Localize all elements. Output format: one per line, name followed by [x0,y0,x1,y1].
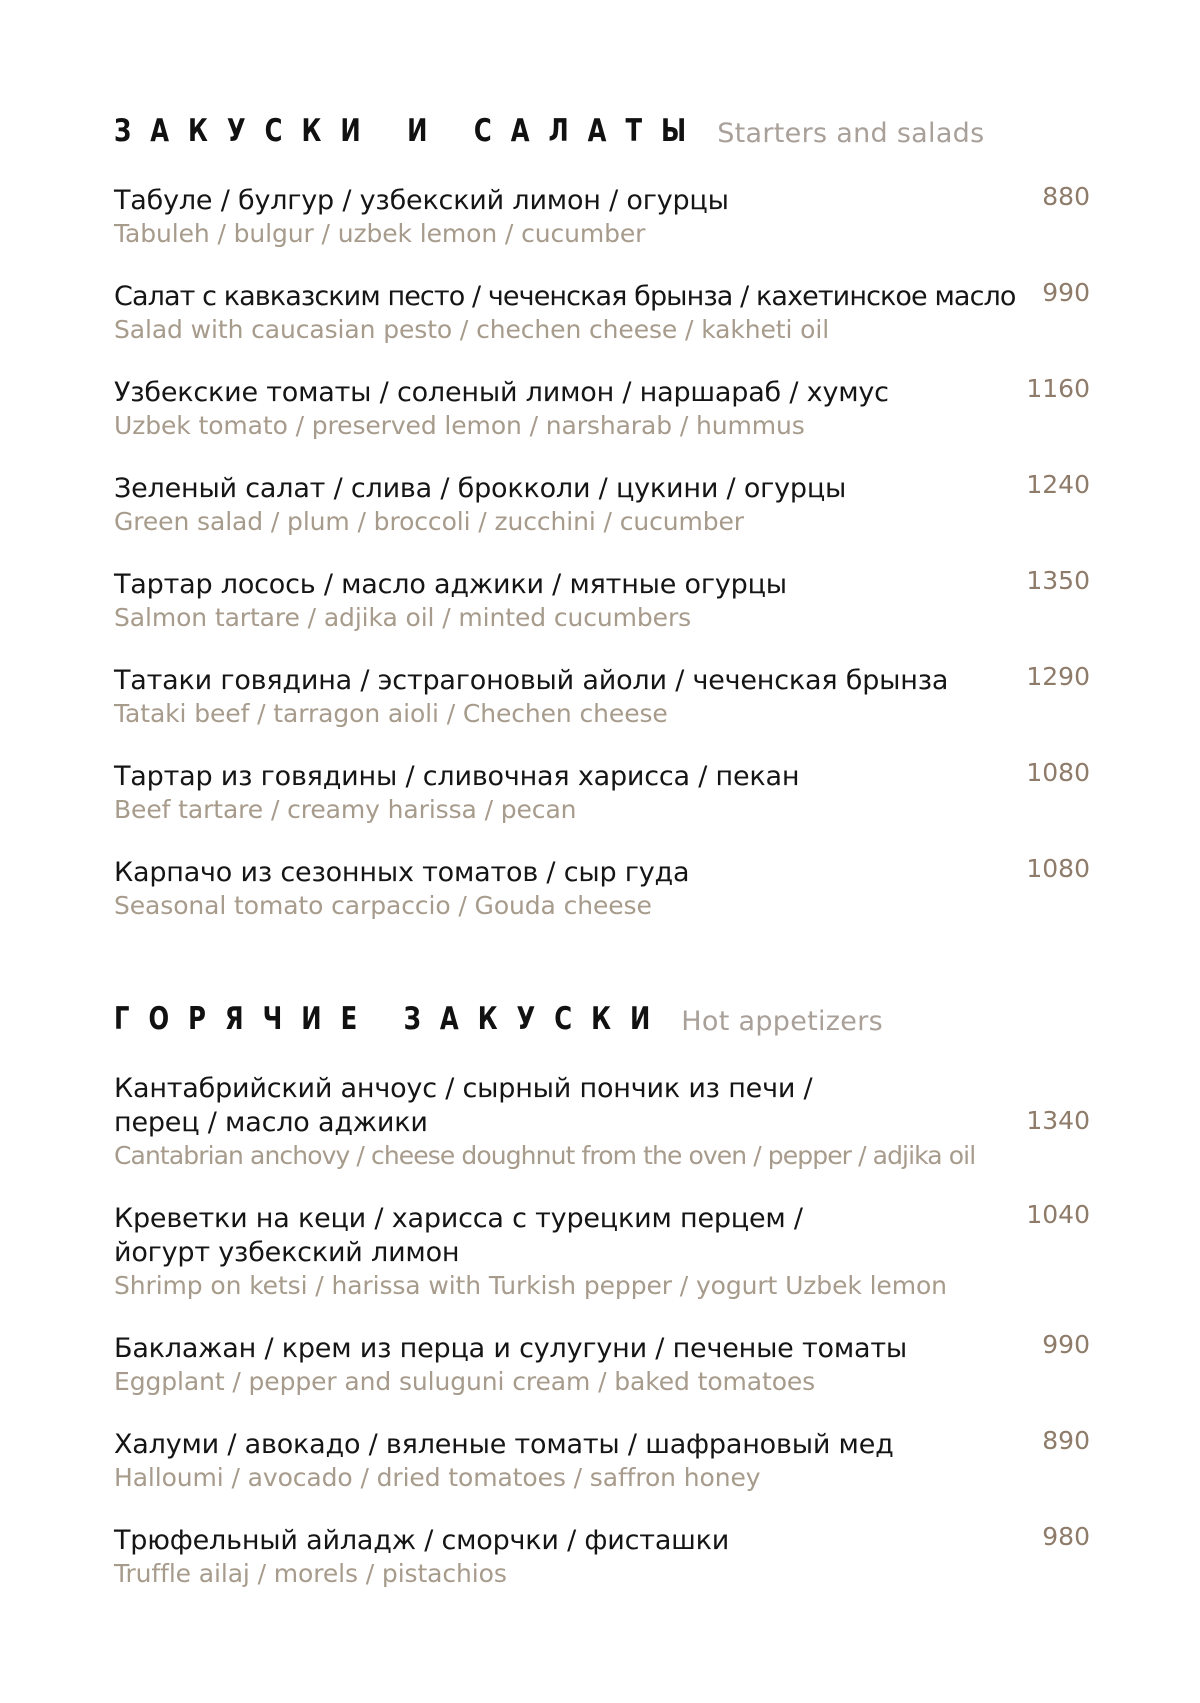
menu-item-name-en: Uzbek tomato / preserved lemon / narsharab / hummus [114,411,805,440]
menu-item [114,664,1090,760]
menu-item-name-ru: Тартар лосось / масло аджики / мятные огурцы [114,569,787,600]
menu-item-name-ru: Салат с кавказским песто / чеченская брынза / кахетинское масло [114,281,1016,312]
menu-item [114,568,1090,664]
menu-item-name-en: Shrimp on ketsi / harissa with Turkish pepper / yogurt Uzbek lemon [114,1271,947,1300]
section-title-en: Starters and salads [717,118,985,149]
section-starters-and-salads [114,113,1090,952]
menu-item-price: 990 [1042,278,1090,307]
menu-item [114,1072,1090,1202]
menu-item [114,1332,1090,1428]
menu-item-name-ru-line1: Кантабрийский анчоус / сырный пончик из печи / [114,1073,813,1104]
menu-item-description [114,664,1014,730]
menu-item-name-ru: Халуми / авокадо / вяленые томаты / шафрановый мед [114,1429,894,1460]
menu-item [114,184,1090,280]
menu-item-name-en: Tabuleh / bulgur / uzbek lemon / cucumber [114,219,646,248]
menu-item-description [114,472,1014,538]
menu-item-name-en: Green salad / plum / broccoli / zucchini / cucumber [114,507,744,536]
section-title-en: Hot appetizers [681,1006,883,1037]
menu-item-description [114,760,1014,826]
menu-item-name-ru: Узбекские томаты / соленый лимон / наршараб / хумус [114,377,889,408]
menu-item-price: 880 [1042,182,1090,211]
section-hot-appetizers [114,1001,1090,1620]
menu-items-list [114,184,1090,952]
menu-item-name-en: Salmon tartare / adjika oil / minted cucumbers [114,603,692,632]
menu-item-price: 1340 [1026,1106,1090,1135]
menu-item-description [114,1072,1014,1172]
menu-item [114,1202,1090,1332]
menu-item-name-ru: Зеленый салат / слива / брокколи / цукини / огурцы [114,473,847,504]
menu-items-list [114,1072,1090,1620]
menu-item [114,376,1090,472]
menu-item-name-ru-line2: йогурт узбекский лимон [114,1237,460,1268]
menu-item-description [114,1202,1014,1302]
menu-item-name-en: Halloumi / avocado / dried tomatoes / saffron honey [114,1463,761,1492]
menu-item [114,1524,1090,1620]
menu-item-price: 1350 [1026,566,1090,595]
menu-item-name-ru: Трюфельный айладж / сморчки / фисташки [114,1525,730,1556]
menu-item-name-en: Eggplant / pepper and suluguni cream / baked tomatoes [114,1367,816,1396]
menu-item-price: 1040 [1026,1200,1090,1229]
section-title-ru: ГОРЯЧИЕ ЗАКУСКИ [114,1001,670,1037]
menu-item-price: 1080 [1026,854,1090,883]
section-title-ru: ЗАКУСКИ И САЛАТЫ [114,113,706,149]
menu-item-name-ru: Тартар из говядины / сливочная харисса / пекан [114,761,800,792]
menu-item-name-en: Salad with caucasian pesto / chechen cheese / kakheti oil [114,315,830,344]
menu-item-description [114,1428,1014,1494]
menu-item-price: 1290 [1026,662,1090,691]
menu-item-name-ru: Карпачо из сезонных томатов / сыр гуда [114,857,690,888]
menu-item [114,472,1090,568]
menu-item [114,280,1090,376]
menu-item-name-en: Tataki beef / tarragon aioli / Chechen cheese [114,699,668,728]
menu-item-description [114,376,1014,442]
menu-item-name-ru: Табуле / булгур / узбекский лимон / огурцы [114,185,729,216]
menu-item-description [114,1332,1014,1398]
menu-item-price: 990 [1042,1330,1090,1359]
menu-item-description [114,568,1014,634]
menu-item-description [114,856,1014,922]
menu-item-price: 1160 [1026,374,1090,403]
menu-item-description [114,1524,1014,1590]
menu-item-name-en: Truffle ailaj / morels / pistachios [114,1559,507,1588]
menu-item-price: 890 [1042,1426,1090,1455]
menu-item-price: 1240 [1026,470,1090,499]
menu-item [114,856,1090,952]
menu-item-name-ru: Татаки говядина / эстрагоновый айоли / чеченская брынза [114,665,949,696]
section-header [114,113,1090,162]
menu-item [114,760,1090,856]
menu-item [114,1428,1090,1524]
menu-item-description [114,280,1014,346]
menu-item-description [114,184,1014,250]
menu-item-price: 980 [1042,1522,1090,1551]
menu-item-name-en: Cantabrian anchovy / cheese doughnut from the oven / pepper / adjika oil [114,1141,976,1170]
menu-item-name-ru-line2: перец / масло аджики [114,1107,428,1138]
menu-item-name-ru: Баклажан / крем из перца и сулугуни / печеные томаты [114,1333,907,1364]
menu-item-name-en: Beef tartare / creamy harissa / pecan [114,795,577,824]
menu-item-name-ru-line1: Креветки на кеци / харисса с турецким перцем / [114,1203,803,1234]
menu-item-price: 1080 [1026,758,1090,787]
menu-item-name-en: Seasonal tomato carpaccio / Gouda cheese [114,891,652,920]
section-header [114,1001,1090,1050]
